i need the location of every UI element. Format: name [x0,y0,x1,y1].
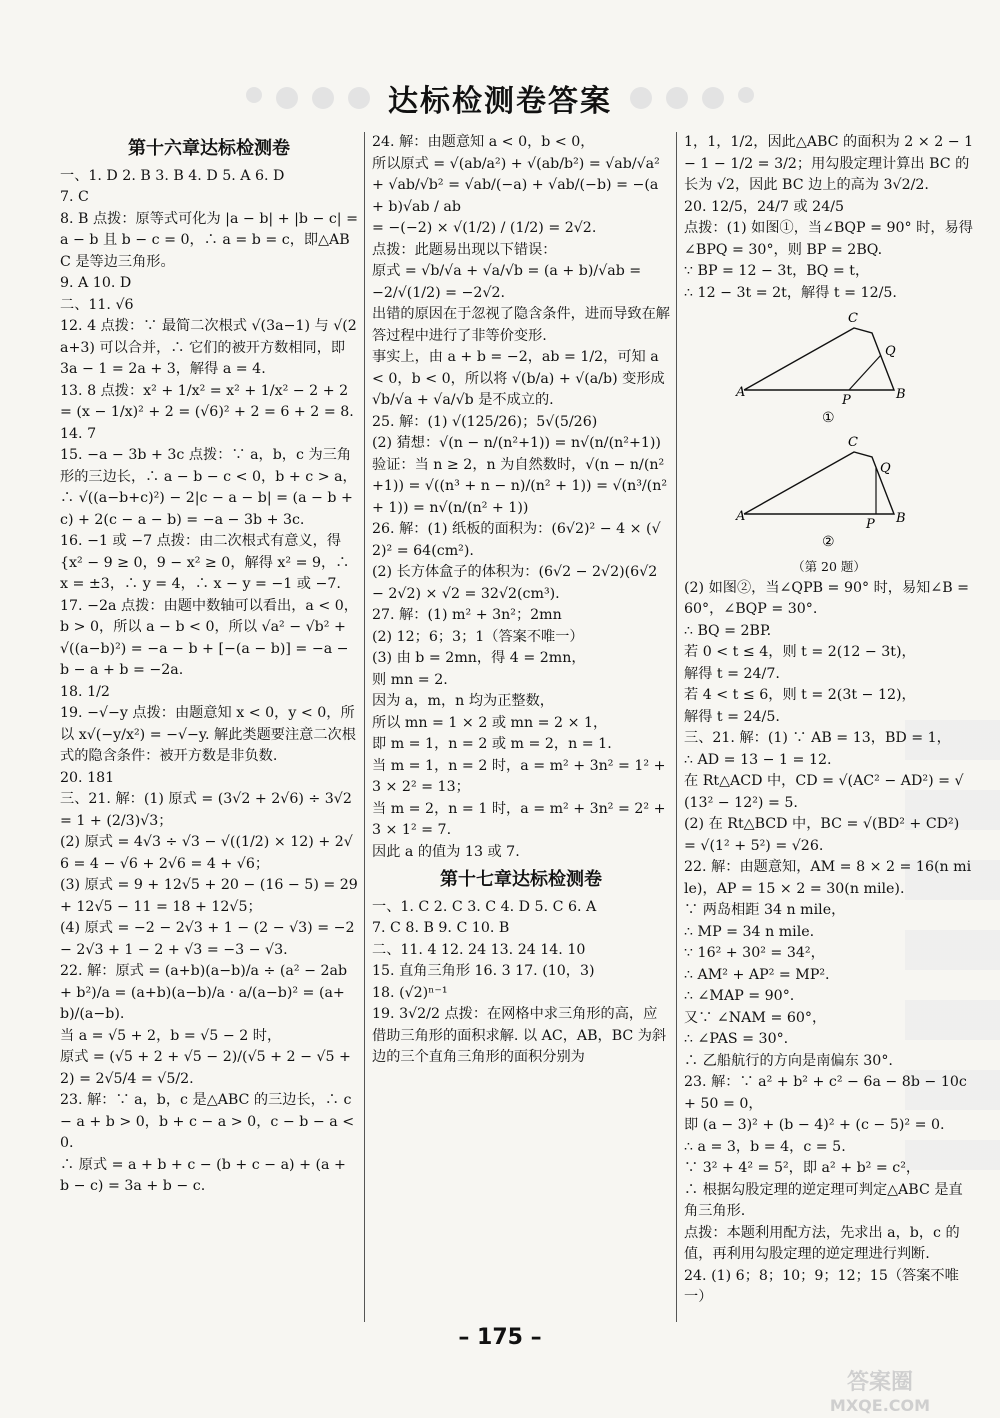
answer-line: ∵ BP = 12 − 3t，BQ = t， [684,263,870,279]
section-title: 第十六章达标检测卷 [128,138,290,159]
answer-line: 19. 3√2/2 点拨：在网格中求三角形的高，应借助三角形的面积求解. 以 AC，AB，BC 为斜边的三个直角三角形的面积分别为 [372,1006,667,1065]
answer-line: ∴ AM² + AP² = MP². [684,966,830,983]
point-label-q: Q [885,344,896,359]
answer-list [372,897,670,1069]
column-1 [60,132,358,1322]
answer-line: 20. 12/5，24/7 或 24/5 [684,198,845,215]
answer-line: 点拨：此题易出现以下错误： [372,241,557,258]
answer-line: (3) 由 b = 2mn，得 4 = 2mn， [372,650,586,666]
column-2 [372,132,670,1322]
answer-line: ∴ MP = 34 n mile. [684,923,815,940]
answer-line: 即 (a − 3)² + (b − 4)² + (c − 5)² = 0. [684,1117,945,1133]
answer-list [684,132,974,304]
answer-list [684,578,974,1309]
answer-line: 24. (1) 6；8；10；9；12；15（答案不唯一） [684,1267,959,1305]
answer-line: ∴ AD = 13 − 1 = 12. [684,751,832,768]
right-dots [630,87,754,109]
answer-line: 当 a = √5 + 2，b = √5 − 2 时， [60,1027,282,1044]
answer-line: 16. −1 或 −7 点拨：由二次根式有意义，得 {x² − 9 ≥ 0，9 − x² ≥ 0，解得 x² = 9，∴ x = ±3，∴ y = 4，∴ x − y = −1 或 −7. [60,533,350,592]
point-label-c: C [848,435,858,450]
figure-caption: （第 20 题） [792,559,866,574]
answer-line: (3) 原式 = 9 + 12√5 + 20 − (16 − 5) = 29 + 12√5 − 11 = 18 + 12√5； [60,877,358,915]
answer-line: ∴ ∠PAS = 30°. [684,1031,789,1047]
answer-line: 解得 t = 24/5. [684,708,780,725]
answer-line: 当 m = 2，n = 1 时，a = m² + 3n² = 2² + 3 × 1² = 7. [372,800,666,838]
point-label-a: A [736,385,746,400]
answer-line: ∴ 12 − 3t = 2t，解得 t = 12/5. [684,284,897,301]
answer-line: 20. 181 [60,769,115,786]
answer-line: 出错的原因在于忽视了隐含条件，进而导致在解答过程中进行了非等价变形. [372,306,670,344]
answer-line: 二、11. √6 [60,296,134,313]
answer-line: 三、21. 解：(1) 原式 = (3√2 + 2√6) ÷ 3√2 = 1 + (2/3)√3； [60,791,352,829]
answer-line: 8. B 点拨：原等式可化为 |a − b| + |b − c| = a − b 且 b − c = 0，∴ a = b = c，即△ABC 是等边三角形。 [60,210,358,270]
answer-line: 所以 mn = 1 × 2 或 mn = 2 × 1， [372,714,608,731]
answer-line: (2) 原式 = 4√3 ÷ √3 − √((1/2) × 12) + 2√6 = 4 − √6 + 2√6 = 4 + √6； [60,834,353,872]
column-divider [676,132,677,1322]
page-header [0,78,1000,118]
figure-number: ② [822,534,835,550]
answer-line: ∴ 根据勾股定理的逆定理可判定△ABC 是直角三角形. [684,1181,963,1219]
answer-line: 二、11. 4 12. 24 13. 24 14. 10 [372,941,586,958]
answer-line: ∴ ∠MAP = 90°. [684,988,795,1004]
figure-number: ① [822,410,835,426]
answer-line: 三、21. 解：(1) ∵ AB = 13，BD = 1， [684,730,951,746]
answer-line: ∴ 乙船航行的方向是南偏东 30°. [684,1052,893,1069]
column-3 [684,132,974,1322]
answer-line: (2) 如图②，当∠QPB = 90° 时，易知∠B = 60°，∠BQP = 30°. [684,579,970,617]
answer-line: 13. 8 点拨：x² + 1/x² = x² + 1/x² − 2 + 2 = (x − 1/x)² + 2 = (√6)² + 2 = 6 + 2 = 8. [60,382,354,420]
answer-line: 若 0 < t ≤ 4，则 t = 2(12 − 3t)， [684,644,916,660]
figure-2 [734,432,924,552]
answer-line: 在 Rt△ACD 中，CD = √(AC² − AD²) = √(13² − 12²) = 5. [684,773,964,811]
answer-line: 23. 解：∵ a，b，c 是△ABC 的三边长，∴ c − a + b > 0，b + c − a > 0，c − b − a < 0. [60,1092,355,1151]
answer-line: 1，1，1/2，因此△ABC 的面积为 2 × 2 − 1 − 1 − 1/2 = 3/2；用勾股定理计算出 BC 的长为 √2，因此 BC 边上的高为 3√2/2. [684,134,974,193]
point-label-a: A [736,509,746,524]
watermark-url: MXQE.COM [829,1396,931,1415]
watermark-text: 答案圈 [846,1370,913,1395]
answer-line: ∵ 16² + 30² = 34²， [684,945,825,961]
answer-line: 因为 a，m，n 均为正整数， [372,693,554,709]
answer-line: 23. 解：∵ a² + b² + c² − 6a − 8b − 10c + 50 = 0， [684,1074,967,1112]
answer-line: 原式 = (√5 + 2 + √5 − 2)/(√5 + 2 − √5 + 2) = 2√5/4 = √5/2. [60,1049,351,1087]
answer-line: 所以原式 = √(ab/a²) + √(ab/b²) = √ab/√a² + √ab/√b² = √ab/(−a) + √ab/(−b) = −(a + b)√ab / ab [372,155,660,215]
answer-line: 因此 a 的值为 13 或 7. [372,843,520,860]
answer-line: ∴ BQ = 2BP. [684,622,772,639]
answer-line: = −(−2) × √(1/2) / (1/2) = 2√2. [372,220,597,236]
left-dots [246,87,370,109]
answer-line: 26. 解：(1) 纸板的面积为：(6√2)² − 4 × (√2)² = 64(cm²). [372,521,661,559]
answer-line: 点拨：本题利用配方法，先求出 a，b，c 的值，再利用勾股定理的逆定理进行判断. [684,1224,960,1262]
answer-line: 15. 直角三角形 16. 3 17. (10，3) [372,963,595,979]
answer-line: 原式 = √b/√a + √a/√b = (a + b)/√ab = −2/√(1/2) = −2√2. [372,263,642,301]
point-label-b: B [896,387,906,402]
answer-line: (2) 12；6；3；1（答案不唯一） [372,628,584,645]
point-label-p: P [866,517,875,532]
answer-line: 17. −2a 点拨：由题中数轴可以看出，a < 0，b > 0，所以 a − b < 0，所以 √a² − √b² + √((a−b)²) = −a − b + [−(a − b)] = −a − b − a + b = −2a. [60,597,358,678]
page-title: 达标检测卷答案 [388,84,612,119]
answer-line: 18. 1/2 [60,683,110,700]
point-label-c: C [848,311,858,326]
answer-line: 24. 解：由题意知 a < 0，b < 0， [372,134,595,150]
section-title: 第十七章达标检测卷 [440,869,602,890]
answer-line: 12. 4 点拨：∵ 最简二次根式 √(3a−1) 与 √(2a+3) 可以合并，∴ 它们的被开方数相同，即 3a − 1 = 2a + 3，解得 a = 4. [60,318,357,377]
answer-line: 19. −√−y 点拨：由题意知 x < 0，y < 0，所以 x√(−y/x²) = −√−y. 解此类题要注意二次根式的隐含条件：被开方数是非负数. [60,705,356,764]
answer-line: 9. A 10. D [60,275,132,291]
answer-line: 22. 解：原式 = (a+b)(a−b)/a ÷ (a² − 2ab + b²)/a = (a+b)(a−b)/a · a/(a−b)² = (a+b)/(a−b). [60,963,348,1022]
answer-line: 7. C 8. B 9. C 10. B [372,920,510,936]
answer-line: 点拨：(1) 如图①，当∠BQP = 90° 时，易得∠BPQ = 30°，则 BP = 2BQ. [684,220,973,258]
point-label-b: B [896,511,906,526]
answer-line: ∵ 两岛相距 34 n mile， [684,902,846,918]
answer-line: 14. 7 [60,425,97,442]
answer-line: ∴ 原式 = a + b + c − (b + c − a) + (a + b − c) = 3a + b − c. [60,1156,346,1194]
point-label-q: Q [880,461,891,476]
answer-line: (2) 在 Rt△BCD 中，BC = √(BD² + CD²) = √(1² + 5²) = √26. [684,816,960,854]
answer-line: 一、1. D 2. B 3. B 4. D 5. A 6. D [60,167,285,184]
answer-line: 7. C [60,189,89,205]
answer-line: (2) 长方体盒子的体积为：(6√2 − 2√2)(6√2 − 2√2) × √2 = 32√2(cm³). [372,564,658,602]
answer-list [372,132,670,863]
answer-line: 18. (√2)ⁿ⁻¹ [372,984,448,1001]
figure-1 [734,308,924,428]
answer-line: 15. −a − 3b + 3c 点拨：∵ a，b，c 为三角形的三边长，∴ a − b − c < 0，b + c > a，∴ √((a−b+c)²) − 2|c − a − b| = (a − b + c) + 2(c − a − b) = −a − 3b + 3c. [60,447,357,528]
answer-line: 一、1. C 2. C 3. C 4. D 5. C 6. A [372,898,597,915]
watermark-logo [780,1365,980,1415]
answer-line: 27. 解：(1) m² + 3n²；2mn [372,607,562,623]
answer-line: (4) 原式 = −2 − 2√3 + 1 − (2 − √3) = −2 − 2√3 + 1 − 2 + √3 = −3 − √3. [60,920,355,958]
point-label-p: P [842,393,851,408]
answer-line: 验证：当 n ≥ 2，n 为自然数时，√(n − n/(n²+1)) = √((n³ + n − n)/(n² + 1)) = √(n³/(n² + 1)) = n√(n/(n² + 1)) [372,456,668,516]
answer-line: 若 4 < t ≤ 6，则 t = 2(3t − 12)， [684,687,916,703]
answer-line: 22. 解：由题意知，AM = 8 × 2 = 16(n mile)，AP = 15 × 2 = 30(n mile). [684,859,972,897]
answer-line: 又∵ ∠NAM = 60°， [684,1009,827,1026]
answer-line: (2) 猜想：√(n − n/(n²+1)) = n√(n/(n²+1)) [372,435,661,451]
answer-line: 当 m = 1，n = 2 时，a = m² + 3n² = 1² + 3 × 2² = 13； [372,757,666,795]
answer-line: 解得 t = 24/7. [684,665,780,682]
answer-list [60,166,358,1198]
answer-line: ∵ 3² + 4² = 5²，即 a² + b² = c²， [684,1160,921,1176]
answer-line: 事实上，由 a + b = −2，ab = 1/2，可知 a < 0，b < 0，所以将 √(b/a) + √(a/b) 变形成 √b/√a + √a/√b 是不成立的. [372,349,665,408]
answer-line: 则 mn = 2. [372,671,448,688]
answer-line: ∴ a = 3，b = 4，c = 5. [684,1138,846,1155]
page-number: – 175 – [458,1325,542,1350]
column-divider [364,132,365,1322]
answer-line: 即 m = 1，n = 2 或 m = 2，n = 1. [372,736,612,752]
answer-line: 25. 解：(1) √(125/26)；5√(5/26) [372,413,598,430]
